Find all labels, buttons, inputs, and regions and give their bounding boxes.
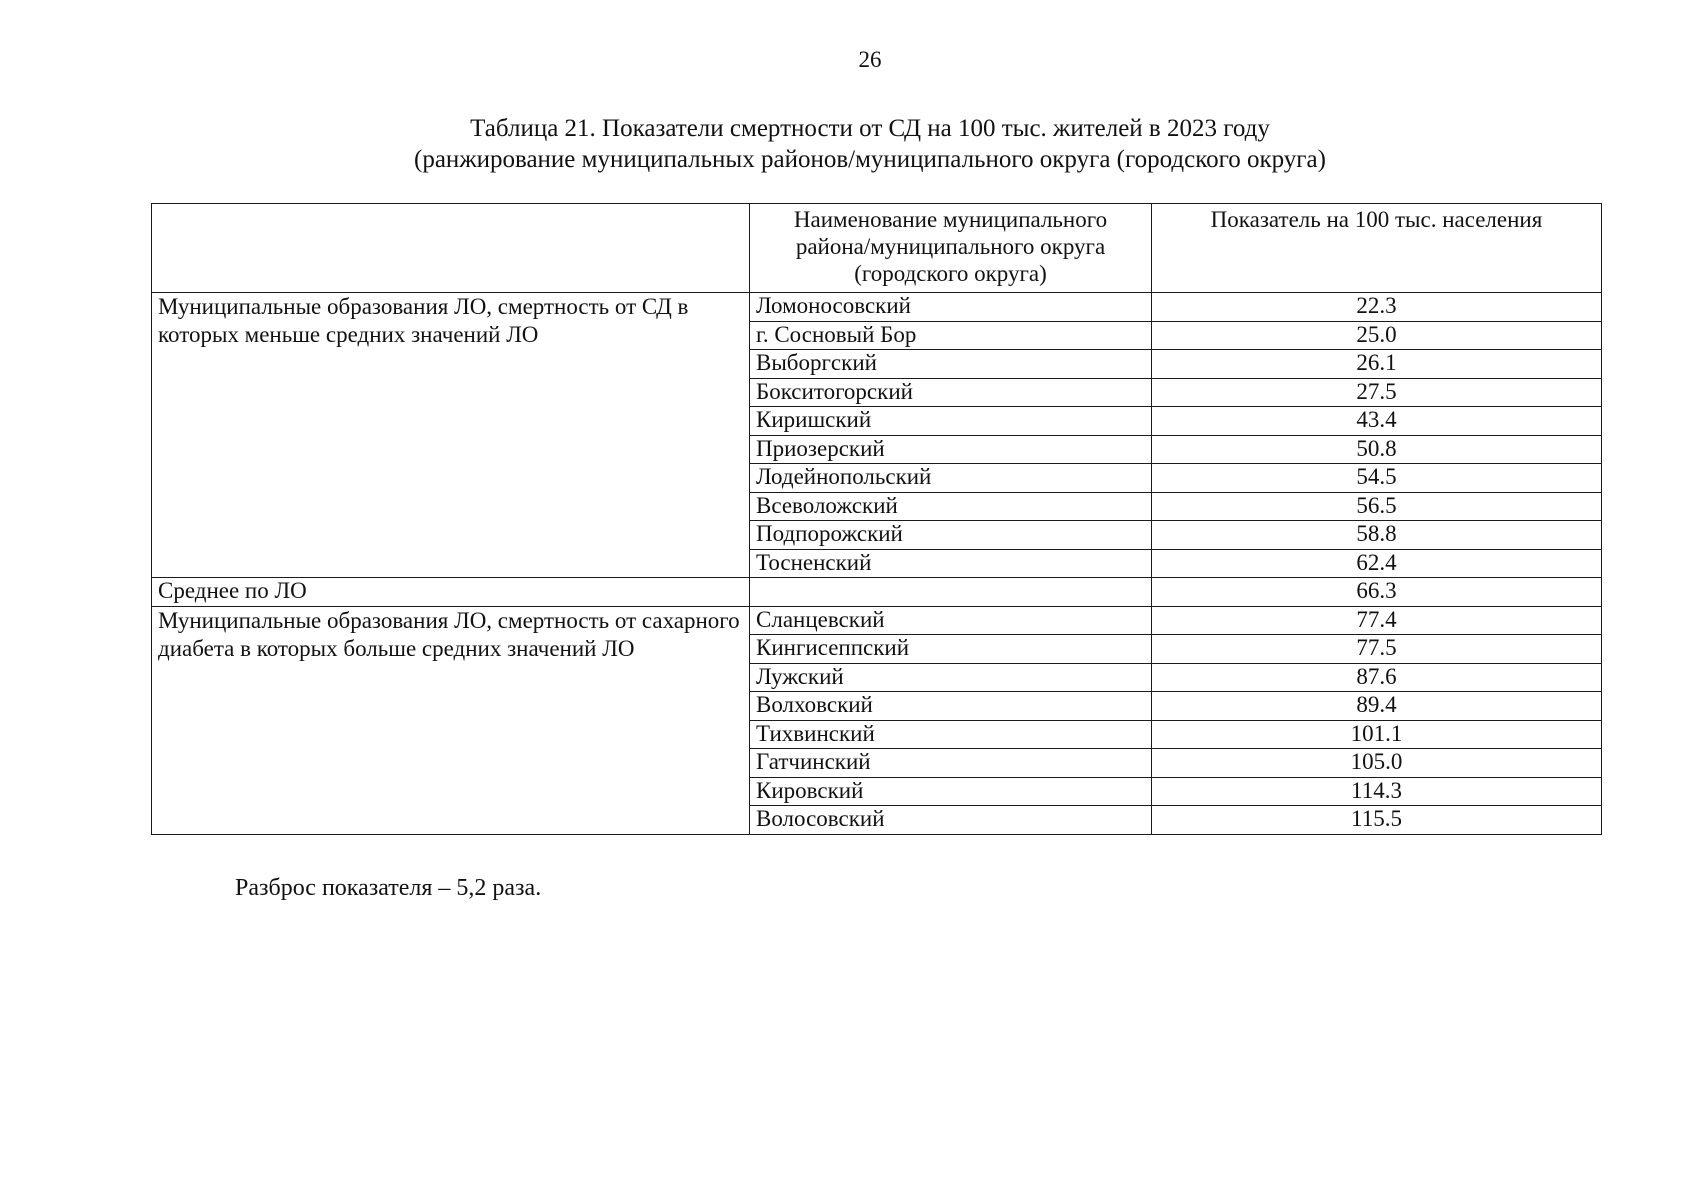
indicator-value: 77.5: [1152, 635, 1602, 664]
header-indicator: Показатель на 100 тыс. населения: [1152, 204, 1602, 293]
indicator-value: 89.4: [1152, 692, 1602, 721]
district-name: Тихвинский: [750, 720, 1152, 749]
indicator-value: 43.4: [1152, 407, 1602, 436]
indicator-value: 77.4: [1152, 606, 1602, 635]
table-body: [152, 293, 1602, 835]
group-label-below: Муниципальные образования ЛО, смертность от СД в которых меньше средних значений ЛО: [152, 293, 750, 578]
table-row-average: [152, 578, 1602, 607]
district-name: Волховский: [750, 692, 1152, 721]
table-title: [0, 113, 1699, 175]
spread-note: Разброс показателя – 5,2 раза.: [235, 875, 542, 901]
district-name: Бокситогорский: [750, 378, 1152, 407]
district-name: Ломоносовский: [750, 293, 1152, 322]
indicator-value: 54.5: [1152, 464, 1602, 493]
district-name: Кировский: [750, 777, 1152, 806]
indicator-value: 101.1: [1152, 720, 1602, 749]
indicator-value: 50.8: [1152, 435, 1602, 464]
district-name: Волосовский: [750, 806, 1152, 835]
group-label-above: Муниципальные образования ЛО, смертность от сахарного диабета в которых больше средних значений ЛО: [152, 606, 750, 834]
indicator-value: 58.8: [1152, 521, 1602, 550]
district-name: Лужский: [750, 663, 1152, 692]
district-name: Кингисеппский: [750, 635, 1152, 664]
district-name: [750, 578, 1152, 607]
header-group-cell: [152, 204, 750, 293]
district-name: Всеволожский: [750, 492, 1152, 521]
indicator-value: 25.0: [1152, 321, 1602, 350]
page-number: 26: [858, 47, 882, 72]
indicator-value: 115.5: [1152, 806, 1602, 835]
indicator-value: 62.4: [1152, 549, 1602, 578]
table-row: [152, 293, 1602, 322]
table-title-line-2: (ранжирование муниципальных районов/муниципального округа (городского округа): [414, 146, 1326, 173]
district-name: г. Сосновый Бор: [750, 321, 1152, 350]
table-row: [152, 606, 1602, 635]
district-name: Тосненский: [750, 549, 1152, 578]
district-name: Гатчинский: [750, 749, 1152, 778]
indicator-value: 66.3: [1152, 578, 1602, 607]
district-name: Сланцевский: [750, 606, 1152, 635]
district-name: Подпорожский: [750, 521, 1152, 550]
table-header-row: [152, 204, 1602, 293]
indicator-value: 26.1: [1152, 350, 1602, 379]
header-district-name: Наименование муниципального района/муниципального округа (городского округа): [750, 204, 1152, 293]
indicator-value: 114.3: [1152, 777, 1602, 806]
indicator-value: 22.3: [1152, 293, 1602, 322]
indicator-value: 27.5: [1152, 378, 1602, 407]
district-name: Лодейнопольский: [750, 464, 1152, 493]
group-label-average: Среднее по ЛО: [152, 578, 750, 607]
district-name: Выборгский: [750, 350, 1152, 379]
mortality-table: [151, 203, 1602, 835]
district-name: Киришский: [750, 407, 1152, 436]
indicator-value: 87.6: [1152, 663, 1602, 692]
district-name: Приозерский: [750, 435, 1152, 464]
indicator-value: 105.0: [1152, 749, 1602, 778]
table-title-line-1: Таблица 21. Показатели смертности от СД на 100 тыс. жителей в 2023 году: [470, 115, 1270, 142]
indicator-value: 56.5: [1152, 492, 1602, 521]
